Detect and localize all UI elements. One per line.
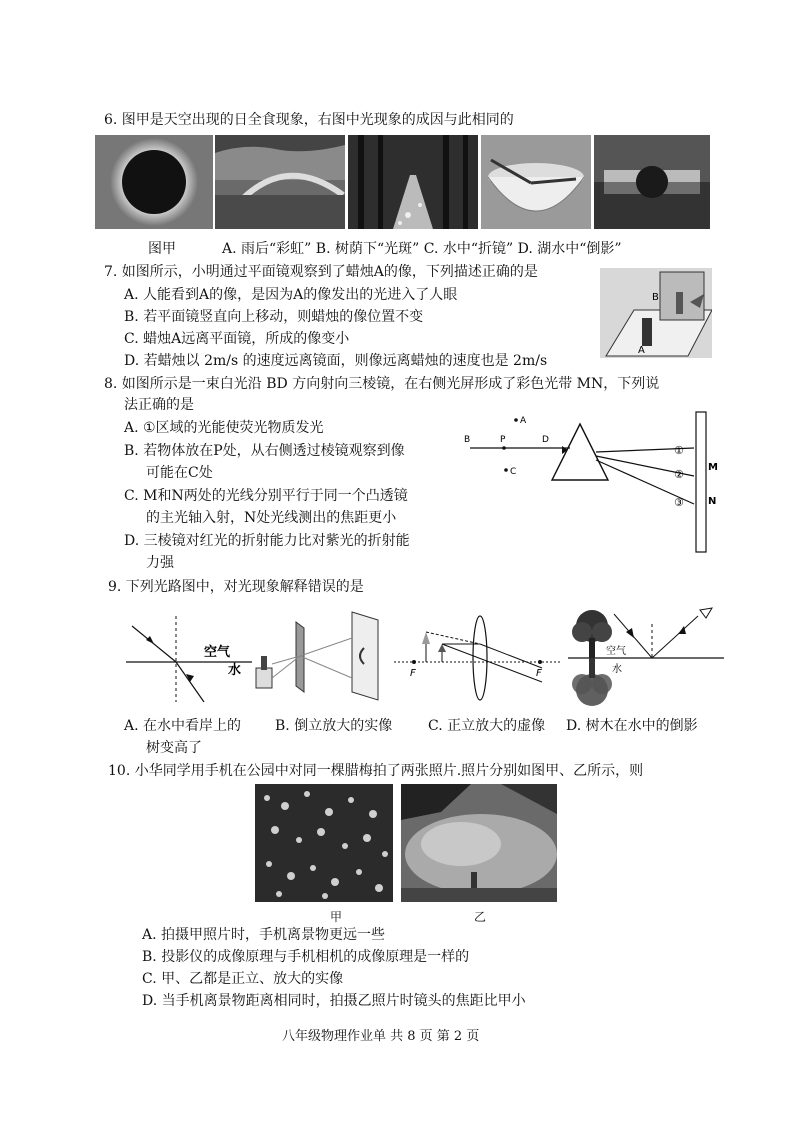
page-footer: 八年级物理作业单 共 8 页 第 2 页 (282, 1029, 480, 1044)
q9-fig-c-magnifier (392, 608, 564, 704)
q7-mirror-figure (600, 268, 712, 358)
q7-stem: 7. 如图所示，小明通过平面镜观察到了蜡烛A的像，下列描述正确的是 (104, 264, 538, 280)
q10-option-b: B. 投影仪的成像原理与手机相机的成像原理是一样的 (142, 949, 470, 965)
q8-label-n: N (708, 496, 717, 507)
q7-option-b: B. 若平面镜竖直向上移动，则蜡烛的像位置不变 (124, 309, 424, 325)
q8-option-a: A. ①区域的光能使荧光物质发光 (124, 420, 324, 436)
q6-fig-label: 图甲 (148, 241, 176, 257)
q10-label-jia: 甲 (330, 910, 343, 924)
q8-option-d-1: D. 三棱镜对红光的折射能力比对紫光的折射能 (124, 533, 410, 549)
q8-option-b-1: B. 若物体放在P处，从右侧透过棱镜观察到像 (124, 443, 405, 459)
q7-option-a: A. 人能看到A的像，是因为A的像发出的光进入了人眼 (124, 287, 458, 303)
q7-option-c: C. 蜡烛A远离平面镜，所成的像变小 (124, 331, 350, 347)
q8-label-a: A (520, 416, 527, 426)
q8-label-d: D (542, 435, 549, 445)
q8-label-b: B (464, 435, 471, 445)
q9-a-water-label: 水 (228, 663, 242, 678)
q9-c-f-right: F (536, 668, 542, 679)
q8-option-c-2: 的主光轴入射，N处光线测出的焦距更小 (146, 510, 397, 526)
bent-stick-photo (481, 135, 591, 229)
q9-fig-b-pinhole (252, 608, 392, 704)
q8-option-d-2: 力强 (146, 555, 174, 571)
q10-option-c: C. 甲、乙都是正立、放大的实像 (142, 971, 344, 987)
q9-c-f-left: F (410, 668, 416, 679)
q10-option-a: A. 拍摄甲照片时，手机离景物更远一些 (142, 927, 386, 943)
q9-caption-b: B. 倒立放大的实像 (275, 718, 393, 734)
q8-region-3: ③ (674, 496, 684, 509)
q10-photo-jia (255, 784, 393, 902)
q9-caption-c: C. 正立放大的虚像 (428, 718, 546, 734)
q7-label-a: A (638, 345, 645, 356)
q9-a-air-label: 空气 (204, 645, 231, 660)
q9-caption-a-2: 树变高了 (146, 740, 202, 756)
q6-options: A. 雨后“彩虹” B. 树荫下“光斑” C. 水中“折镜” D. 湖水中“倒影” (222, 241, 622, 257)
q8-region-1: ① (674, 444, 684, 457)
q9-d-water-label: 水 (612, 664, 622, 675)
q9-d-air-label: 空气 (606, 646, 626, 657)
q9-caption-a-1: A. 在水中看岸上的 (124, 718, 242, 734)
q8-stem-2: 法正确的是 (124, 397, 194, 413)
q6-stem: 6. 图甲是天空出现的日全食现象，右图中光现象的成因与此相同的 (104, 112, 514, 128)
q7-option-d: D. 若蜡烛以 2m/s 的速度远离镜面，则像远离蜡烛的速度也是 2m/s (124, 353, 548, 369)
q9-fig-d-reflection (566, 604, 726, 708)
q8-label-p: P (500, 435, 506, 445)
q9-stem: 9. 下列光路图中，对光现象解释错误的是 (108, 579, 364, 595)
eclipse-photo (95, 135, 213, 229)
tree-shade-photo (348, 135, 478, 229)
rainbow-photo (215, 135, 345, 229)
q8-label-c: C (510, 467, 517, 477)
q8-prism-figure (460, 408, 722, 554)
q10-option-d: D. 当手机离景物距离相同时，拍摄乙照片时镜头的焦距比甲小 (142, 993, 526, 1009)
q8-stem-1: 8. 如图所示是一束白光沿 BD 方向射向三棱镜，在右侧光屏形成了彩色光带 MN，下列说 (104, 376, 660, 392)
q9-fig-a-refraction (124, 612, 254, 704)
q7-label-b: B (652, 292, 659, 303)
q8-option-c-1: C. M和N两处的光线分别平行于同一个凸透镜 (124, 488, 408, 504)
q8-region-2: ② (674, 468, 684, 481)
q8-option-b-2: 可能在C处 (146, 465, 213, 481)
bridge-reflection-photo (594, 135, 710, 229)
q10-photo-yi (401, 784, 557, 902)
q10-label-yi: 乙 (474, 910, 487, 924)
q10-stem: 10. 小华同学用手机在公园中对同一棵腊梅拍了两张照片.照片分别如图甲、乙所示，则 (108, 763, 644, 779)
q9-caption-d: D. 树木在水中的倒影 (566, 718, 698, 734)
q8-label-m: M (708, 462, 718, 473)
